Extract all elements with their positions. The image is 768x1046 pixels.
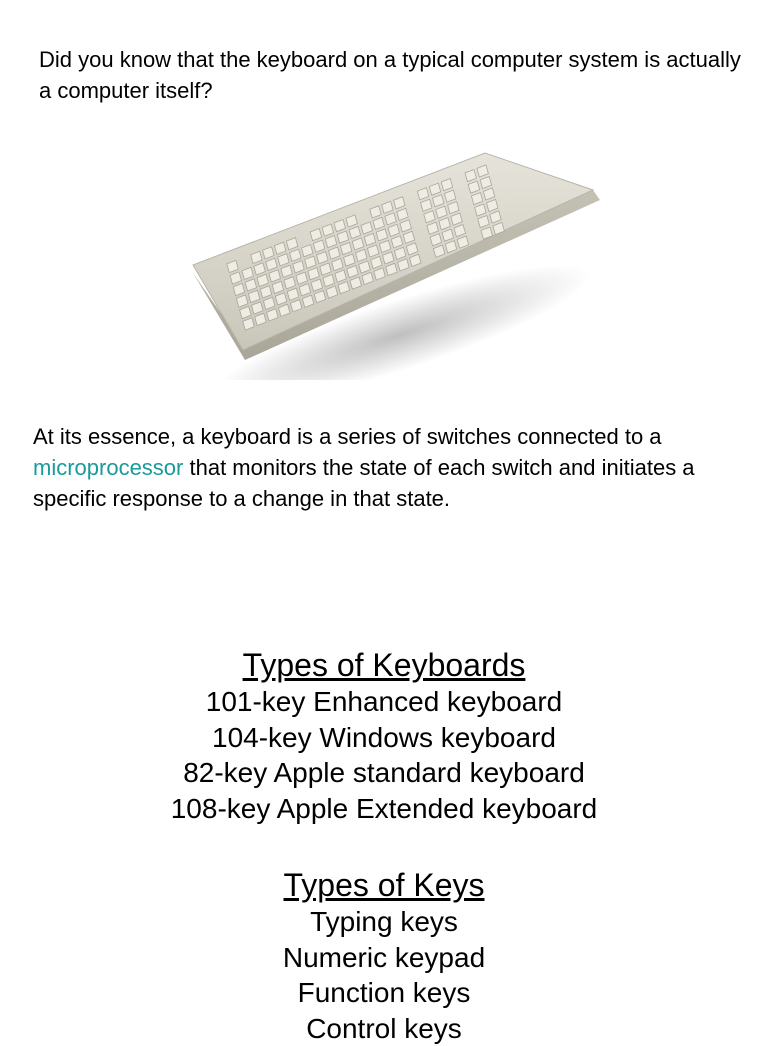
key-type-item: Typing keys bbox=[0, 904, 768, 940]
keyboard-types-heading: Types of Keyboards bbox=[0, 646, 768, 684]
keyboard-types-section bbox=[0, 646, 768, 826]
keyboard-type-item: 101-key Enhanced keyboard bbox=[0, 684, 768, 720]
key-types-list bbox=[0, 904, 768, 1046]
key-types-section bbox=[0, 866, 768, 1046]
keyboard-type-item: 82-key Apple standard keyboard bbox=[0, 755, 768, 791]
essence-paragraph bbox=[33, 421, 753, 514]
microprocessor-link[interactable]: microprocessor bbox=[33, 455, 183, 480]
key-type-item: Numeric keypad bbox=[0, 940, 768, 976]
key-type-item: Function keys bbox=[0, 975, 768, 1011]
keyboard-type-item: 104-key Windows keyboard bbox=[0, 720, 768, 756]
keyboard-type-item: 108-key Apple Extended keyboard bbox=[0, 791, 768, 827]
intro-text: Did you know that the keyboard on a typical computer system is actually a computer itself? bbox=[39, 47, 741, 103]
intro-paragraph bbox=[39, 44, 749, 106]
key-types-heading: Types of Keys bbox=[0, 866, 768, 904]
key-type-item: Control keys bbox=[0, 1011, 768, 1046]
essence-text-after: that monitors the state of each switch and initiates a specific response to a change in that state. bbox=[33, 455, 695, 511]
keyboard-types-list bbox=[0, 684, 768, 826]
essence-text-before: At its essence, a keyboard is a series of switches connected to a bbox=[33, 424, 662, 449]
keyboard-photo-icon bbox=[185, 145, 605, 380]
